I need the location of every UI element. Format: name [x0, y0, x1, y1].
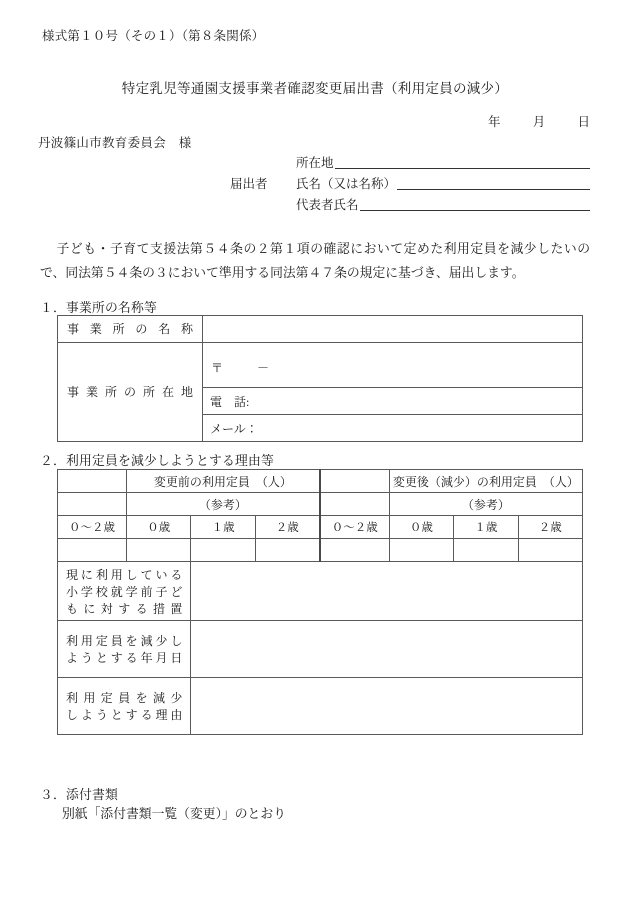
age-header-after-0	[320, 516, 390, 539]
value-text-before-0	[58, 548, 126, 552]
reduction-date-value-cell[interactable]	[191, 621, 583, 678]
name-input-rule[interactable]	[397, 175, 590, 190]
office-mail-label: メール：	[210, 421, 258, 436]
group-after-label: 変更後（減少）の利用定員 （人）	[392, 474, 579, 489]
representative-label: 代表者氏名	[296, 198, 359, 212]
reduction-date-label-cell	[58, 621, 191, 678]
paragraph-text: 子ども・子育て支援法第５４条の２第１項の確認において定めた利用定員を減少したいので、同法第５４条の３において準用する同法第４７条の規定に基づき、届出します。	[40, 242, 590, 280]
capacity-reference-row	[58, 493, 583, 516]
age-header-before-0	[58, 516, 127, 539]
submitter-block	[230, 150, 590, 213]
office-name-label: 事業所の名称	[67, 321, 193, 336]
value-text-before-1	[127, 548, 190, 552]
reference-before-cell	[127, 493, 320, 516]
reduction-date-label-line-2: ようとする年月日	[66, 651, 183, 665]
measures-label-line-1: 現に利用している	[66, 567, 183, 582]
capacity-group-header-row	[58, 470, 583, 493]
reference-after-cell	[389, 493, 582, 516]
value-text-before-2	[191, 548, 254, 552]
measures-value-cell[interactable]	[191, 562, 583, 621]
measures-label-line-2: 小学校就学前子ど	[66, 584, 183, 599]
table-row-measures	[58, 562, 583, 621]
section-1-heading: １．事業所の名称等	[40, 301, 157, 315]
age-header-after-2	[454, 516, 518, 539]
table-row-reduction-date	[58, 621, 583, 678]
value-text-after-1	[390, 548, 453, 552]
name-label: 氏名（又は名称）	[296, 177, 397, 191]
table-row-office-postal	[58, 343, 583, 388]
reduction-date-value	[191, 647, 582, 651]
value-after-0[interactable]	[320, 539, 390, 562]
table-row-reduction-reason	[58, 678, 583, 735]
value-text-after-0	[321, 548, 389, 552]
measures-label-line-3: もに対する措置	[66, 601, 183, 616]
measures-value	[191, 589, 582, 593]
address-input-rule[interactable]	[335, 154, 590, 169]
submitter-address-row	[230, 150, 590, 171]
address-label: 所在地	[296, 156, 334, 170]
group-before-cell	[127, 470, 320, 493]
value-before-1[interactable]	[127, 539, 191, 562]
date-month: 月	[532, 115, 546, 129]
reduction-reason-label-line-2: しようとする理由	[66, 708, 183, 722]
age-label-after-1: ０歳	[409, 522, 433, 534]
capacity-table	[57, 469, 583, 735]
date-line	[488, 112, 590, 130]
age-header-after-3	[518, 516, 582, 539]
office-mail-cell[interactable]	[203, 415, 583, 442]
value-text-after-3	[519, 548, 582, 552]
measures-label-cell	[58, 562, 191, 621]
reduction-reason-value	[191, 704, 582, 708]
reduction-reason-label-cell	[58, 678, 191, 735]
submitter-representative-row	[230, 192, 590, 213]
section-3-heading: ３．添付書類	[40, 788, 118, 802]
age-header-before-1	[127, 516, 191, 539]
postal-line	[203, 355, 582, 376]
value-text-before-3	[256, 548, 319, 552]
value-before-0[interactable]	[58, 539, 127, 562]
office-name-value-cell[interactable]	[203, 316, 583, 343]
value-text-after-2	[454, 548, 517, 552]
value-before-2[interactable]	[191, 539, 255, 562]
submitter-name-row	[230, 171, 590, 192]
age-label-before-0: ０〜２歳	[69, 522, 115, 534]
date-year: 年	[487, 115, 501, 129]
office-name-label-cell	[58, 316, 203, 343]
page-title: 特定乳児等通園支援事業者確認変更届出書（利用定員の減少）	[121, 81, 509, 96]
reference-before-label: （参考）	[198, 497, 247, 512]
table-row-office-name	[58, 316, 583, 343]
capacity-age-header-row	[58, 516, 583, 539]
body-paragraph	[40, 238, 590, 285]
reference-before-blank-cell	[58, 493, 127, 516]
value-before-3[interactable]	[255, 539, 319, 562]
group-after-cell	[389, 470, 582, 493]
age-label-after-2: １歳	[474, 522, 498, 534]
section-2-heading: ２．利用定員を減少しようとする理由等	[40, 454, 274, 468]
value-after-1[interactable]	[389, 539, 453, 562]
postal-mark-icon: 〒	[211, 360, 224, 375]
office-tel-label: 電 話:	[210, 394, 250, 409]
value-after-3[interactable]	[518, 539, 582, 562]
form-code: 様式第１０号（その１）（第８条関係）	[42, 29, 265, 43]
reduction-date-label-line-1: 利用定員を減少し	[66, 634, 183, 648]
age-header-before-2	[191, 516, 255, 539]
age-label-after-0: ０〜２歳	[331, 522, 378, 534]
age-label-before-1: ０歳	[147, 522, 171, 534]
section-3-note: 別紙「添付書類一覧（変更）」のとおり	[62, 807, 286, 821]
submitter-group-label: 届出者	[230, 177, 268, 191]
group-before-blank-cell	[58, 470, 127, 493]
reduction-reason-value-cell[interactable]	[191, 678, 583, 735]
office-address-label-cell	[58, 343, 203, 442]
addressee: 丹波篠山市教育委員会 様	[38, 136, 192, 150]
reference-after-blank-cell	[320, 493, 390, 516]
age-label-before-2: １歳	[211, 522, 235, 534]
age-label-after-3: ２歳	[538, 522, 562, 534]
age-header-before-3	[255, 516, 319, 539]
office-name-value	[203, 327, 582, 331]
representative-input-rule[interactable]	[360, 196, 590, 211]
office-postal-cell[interactable]	[203, 343, 583, 388]
group-before-label: 変更前の利用定員 （人）	[153, 474, 292, 489]
value-after-2[interactable]	[454, 539, 518, 562]
date-day: 日	[577, 115, 590, 129]
age-label-before-3: ２歳	[275, 522, 299, 534]
group-after-blank-cell	[320, 470, 390, 493]
reference-after-label: （参考）	[461, 497, 510, 512]
office-info-table	[57, 315, 583, 442]
postal-dash-mark: －	[257, 360, 270, 375]
capacity-value-row	[58, 539, 583, 562]
office-address-label: 事業所の所在地	[67, 384, 193, 399]
office-tel-cell[interactable]	[203, 388, 583, 415]
reduction-reason-label-line-1: 利用定員を減少	[66, 691, 183, 705]
age-header-after-1	[389, 516, 453, 539]
